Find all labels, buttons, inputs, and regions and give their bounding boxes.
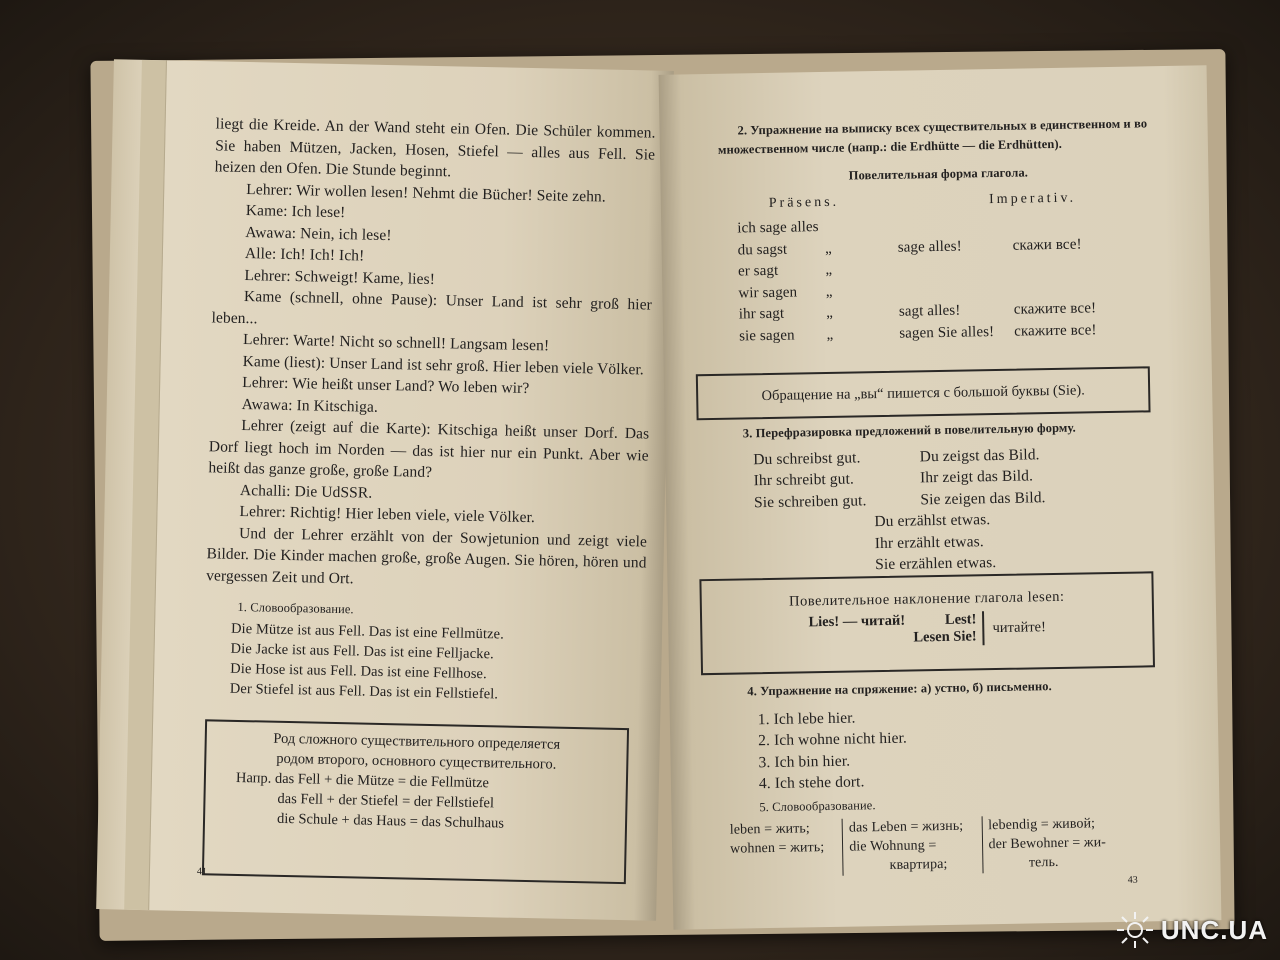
exercise4-lines: [758, 701, 1179, 794]
exercise3-left: [753, 447, 867, 513]
exercise3-columns: [753, 442, 1164, 514]
exercise-line: 3. Ich bin hier.: [758, 752, 851, 771]
exercise-line: Du erzählst etwas.: [874, 511, 991, 531]
right-page-text: [717, 114, 1161, 348]
section-heading: 1. Словообразование.: [237, 599, 354, 617]
exercise3-center: [874, 506, 1165, 576]
page-number: 43: [1127, 874, 1138, 886]
table-cell: „: [825, 261, 833, 278]
exercise-line: 2. Ich wohne nicht hier.: [758, 729, 908, 750]
exercise3-right: [920, 444, 1046, 511]
table-cell: „: [825, 304, 834, 321]
table-cell: скажи все!: [1012, 235, 1082, 254]
paragraph: Und der Lehrer erzählt von der Sowjetunion und zeigt viele Bilder. Die Kinder machen große, große Augen. Sie hören, hören und vergessen Zeit und Ort.: [205, 524, 648, 587]
example-line: Die Hose ist aus Fell. Das ist eine Fellhose.: [230, 660, 487, 682]
paragraph: Lehrer (zeigt auf die Karte): Kitschiga heißt unser Dorf. Das Dorf liegt hoch im Norden — das ist hier nur ein Punkt. Aber wie heißt das ganze große, große Land?: [208, 416, 650, 481]
box-lesen-sie: Lesen Sie!: [913, 628, 977, 646]
word-line: leben = жить;: [729, 821, 810, 838]
exercise-line: Ihr schreibt gut.: [753, 470, 855, 490]
paragraph: Kame (schnell, ohne Pause): Unser Land ist sehr groß hier leben...: [211, 288, 653, 327]
box-forms: [913, 611, 985, 646]
paragraph: Awawa: Nein, ich lese!: [245, 223, 392, 244]
rule-example: das Fell + der Stiefel = der Fellstiefel: [277, 790, 495, 812]
exercise-line: Du zeigst das Bild.: [919, 445, 1040, 465]
rule-box: [202, 719, 629, 884]
column-headers: [769, 186, 1159, 214]
exercise-line: Sie schreiben gut.: [753, 491, 867, 511]
exercise-line: Ihr erzählt etwas.: [874, 532, 984, 552]
table-cell: ich sage alles: [737, 219, 819, 237]
table-cell: sage alles!: [897, 238, 962, 256]
box-lies: Lies! — читай!: [808, 612, 906, 631]
paragraph: Kame (liest): Unser Land ist sehr groß. Hier leben viele Völker.: [242, 352, 645, 378]
table-cell: wir sagen: [738, 283, 798, 301]
word-line: тель.: [1028, 854, 1059, 871]
box-body: [712, 608, 1143, 649]
exercise-heading: 5. Словообразование.: [759, 797, 876, 814]
left-page: [96, 59, 674, 921]
rule-line: родом второго, основного существительного.: [276, 750, 557, 773]
table-cell: sagen Sie alles!: [899, 323, 995, 342]
paragraph: Awawa: In Kitschiga.: [241, 395, 379, 416]
right-page: [659, 65, 1222, 929]
section-title: Повелительная форма глагола.: [848, 165, 1029, 183]
table-cell: [999, 255, 1102, 278]
exercise3-block: [723, 416, 1166, 578]
table-cell: скажите все!: [1014, 321, 1097, 340]
table-cell: [838, 278, 999, 302]
exercise-heading: 2. Упражнение на выписку всех существительных в единственном и во множественном числе (напр.: die Erdhütte — die Erdhütten).: [717, 116, 1148, 157]
word-line: lebendig = живой;: [988, 816, 1096, 834]
table-cell: [998, 212, 1101, 235]
exercise5-col1: [730, 819, 825, 878]
table-cell: du sagst: [737, 241, 788, 258]
paragraph: Kame: Ich lese!: [245, 202, 346, 222]
exercise5-columns: [730, 813, 1181, 878]
conjugation-table: [737, 212, 1103, 347]
box-lest: Lest!: [944, 611, 977, 628]
watermark-text: UNC.UA: [1160, 914, 1268, 945]
table-cell: er sagt: [737, 262, 779, 280]
note-box: Обращение на „вы“ пишется с большой буквы (Sie).: [696, 366, 1151, 420]
rule-example: die Schule + das Haus = das Schulhaus: [276, 810, 505, 832]
exercise5-col2: [842, 817, 964, 876]
watermark: [1115, 910, 1268, 950]
page-number: 41: [196, 866, 208, 878]
word-line: die Wohnung =: [849, 838, 937, 855]
table-cell: [837, 214, 998, 238]
table-cell: [838, 257, 999, 281]
table-cell: sie sagen: [739, 327, 795, 344]
paragraph: Alle: Ich! Ich! Ich!: [244, 245, 365, 265]
word-line: das Leben = жизнь;: [848, 818, 964, 836]
table-cell: [824, 217, 837, 239]
binding-strip: [124, 60, 167, 910]
exercise4-block: [727, 674, 1180, 878]
imperative-box: [699, 571, 1155, 675]
exercise-line: Sie erzählen etwas.: [875, 554, 997, 574]
rule-line: Род сложного существительного определяется: [273, 730, 561, 753]
table-cell: „: [825, 283, 833, 300]
exercise-heading: 4. Упражнение на спряжение: а) устно, б) письменно.: [747, 679, 1052, 699]
table-cell: „: [826, 326, 834, 343]
example-line: Der Stiefel ist aus Fell. Das ist ein Fellstiefel.: [229, 680, 499, 702]
exercise5-col3: [981, 814, 1106, 873]
exercise-heading: 3. Перефразировка предложений в повелительную форму.: [742, 420, 1076, 441]
box-translation: читайте!: [992, 618, 1047, 636]
example-line: Die Mütze ist aus Fell. Das ist eine Fellmütze.: [230, 620, 505, 643]
paragraph: Lehrer: Richtig! Hier leben viele, viele Völker.: [239, 502, 536, 527]
paragraph: Lehrer: Wir wollen lesen! Nehmt die Bücher! Seite zehn.: [246, 180, 607, 206]
header-praesens: Präsens.: [768, 194, 840, 211]
sun-logo-icon: [1115, 910, 1155, 950]
table-cell: sagt alles!: [898, 302, 961, 320]
exercise-line: Sie zeigen das Bild.: [920, 488, 1046, 508]
paragraph: Lehrer: Wie heißt unser Land? Wo leben wir?: [242, 373, 530, 397]
header-imperativ: Imperativ.: [988, 190, 1077, 207]
table-cell: ihr sagt: [738, 305, 785, 323]
paragraph: Lehrer: Warte! Nicht so schnell! Langsam lesen!: [242, 330, 550, 355]
table-cell: „: [824, 240, 832, 257]
exercise-line: 4. Ich stehe dort.: [758, 773, 865, 793]
word-line: квартира;: [889, 856, 948, 873]
paragraph: Achalli: Die UdSSR.: [239, 481, 373, 502]
box-title: Повелительное наклонение глагола lesen:: [788, 588, 1065, 610]
exercise-line: 1. Ich lebe hier.: [757, 709, 856, 728]
exercise-line: Ihr zeigt das Bild.: [919, 467, 1034, 487]
table-cell: [999, 277, 1102, 300]
paragraph: Lehrer: Schweigt! Kame, lies!: [244, 266, 436, 288]
left-page-text: [204, 113, 656, 707]
exercise-line: Du schreibst gut.: [753, 448, 861, 468]
table-cell: скажите все!: [1013, 300, 1097, 318]
example-line: Die Jacke ist aus Fell. Das ist eine Felljacke.: [230, 640, 494, 662]
paragraph: liegt die Kreide. An der Wand steht ein Ofen. Die Schüler kommen. Sie haben Mützen, Jacken, Hosen, Stiefel — alles aus Fell. Sie heizen den Ofen. Die Stunde beginnt.: [214, 115, 656, 181]
word-line: der Bewohner = жи-: [988, 835, 1107, 853]
rule-example: Напр. das Fell + die Mütze = die Fellmütze: [235, 769, 490, 792]
word-line: wohnen = жить;: [729, 840, 825, 857]
